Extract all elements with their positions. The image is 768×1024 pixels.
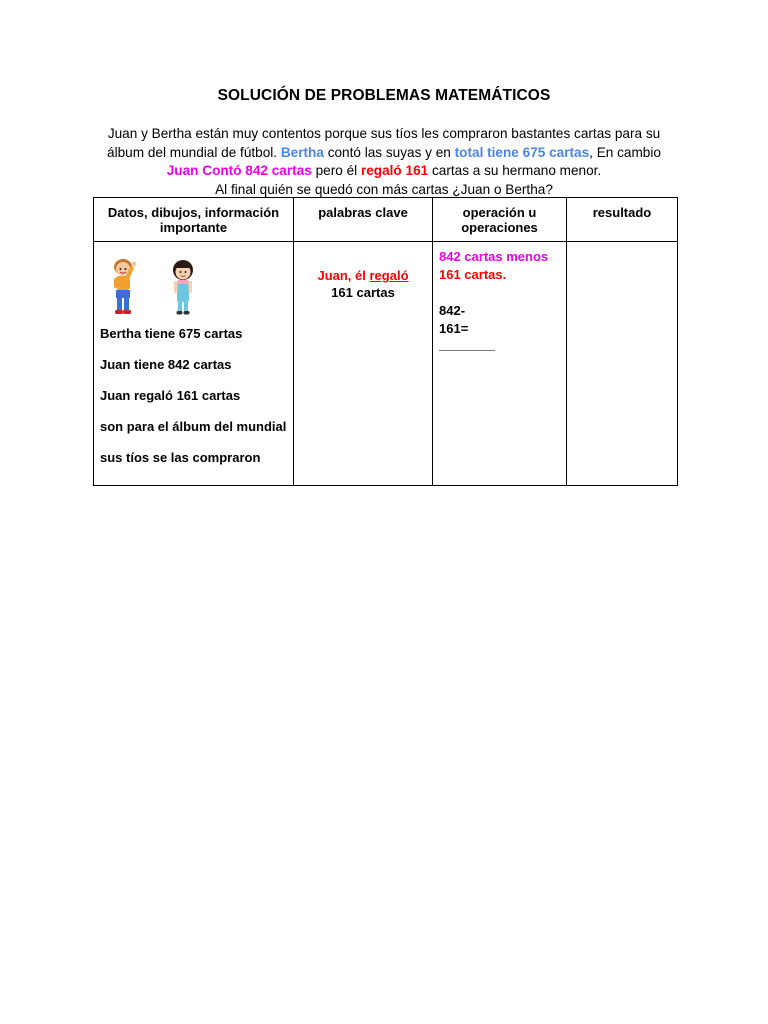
dato-regalo: Juan regaló 161 cartas (100, 388, 241, 403)
spacer (439, 284, 566, 302)
highlight-juan: Juan Contó 842 cartas (166, 163, 312, 179)
resultado-cell (567, 242, 678, 486)
table-row (94, 242, 678, 486)
problem-line-2 (60, 144, 708, 163)
text-segment: cartas a su hermano menor. (428, 163, 602, 179)
header-datos: Datos, dibujos, información importante (94, 198, 294, 242)
clave-regalo: regaló (369, 268, 409, 283)
problem-line-4: Al final quién se quedó con más cartas ¿Juan o Bertha? (215, 181, 553, 197)
header-resultado: resultado (567, 198, 678, 242)
clave-line-2: 161 cartas (331, 285, 395, 300)
clave-juan: Juan, él (317, 268, 370, 283)
oper-line-1: 842 cartas menos (439, 249, 549, 264)
highlight-regalo: regaló 161 (360, 163, 429, 179)
palabras-clave-cell (294, 242, 433, 486)
datos-cell (94, 242, 294, 486)
text-segment: contó las suyas y en (323, 144, 455, 160)
highlight-total: total tiene 675 cartas (454, 144, 590, 160)
boy-illustration (106, 254, 216, 320)
girl-illustration (173, 260, 193, 315)
kids-illustration (100, 254, 293, 326)
page-title: SOLUCIÓN DE PROBLEMAS MATEMÁTICOS (217, 87, 551, 104)
oper-subtrahend: 161= (439, 321, 469, 336)
operacion-cell (433, 242, 567, 486)
oper-line-2: 161 cartas. (439, 267, 507, 282)
dato-bertha: Bertha tiene 675 cartas (100, 326, 243, 341)
text-segment: álbum del mundial de fútbol. (107, 144, 281, 160)
dato-juan: Juan tiene 842 cartas (100, 357, 232, 372)
problem-line-3 (60, 162, 708, 181)
header-palabras-clave: palabras clave (294, 198, 433, 242)
dato-album: son para el álbum del mundial (100, 419, 287, 434)
clave-line-1 (294, 267, 432, 284)
text-segment: , En cambio (589, 144, 661, 160)
dato-tios: sus tíos se las compraron (100, 450, 261, 465)
highlight-bertha: Bertha (280, 144, 324, 160)
text-segment: pero él (311, 163, 361, 179)
problem-line-1: Juan y Bertha están muy contentos porque sus tíos les compraron bastantes cartas para su (107, 126, 661, 141)
solution-table (93, 197, 678, 486)
problem-text (60, 125, 708, 199)
oper-minuend: 842- (439, 303, 466, 318)
answer-line (439, 338, 566, 356)
header-operacion: operación u operaciones (433, 198, 567, 242)
table-header-row (94, 198, 678, 242)
